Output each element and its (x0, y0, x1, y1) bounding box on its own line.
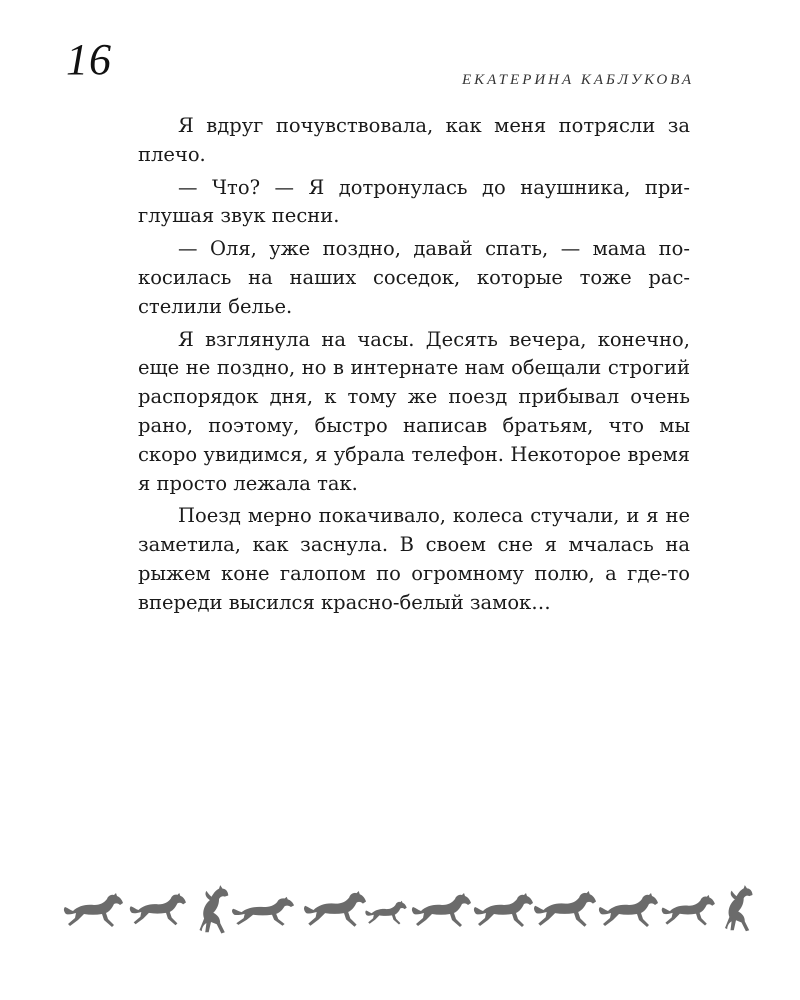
horse-silhouette-icon (412, 893, 471, 927)
paragraph: — Оля, уже поздно, давай спать, — мама покосилась на наших соседок, которые тоже расстелили белье. (138, 237, 690, 318)
horse-silhouette-icon (304, 891, 366, 927)
paragraph: Я взглянула на часы. Десять вечера, конечно, еще не поздно, но в интернате нам обещали строгий распорядок дня, к тому же поезд прибывал очень рано, поэтому, быстро написав братьям, что мы скоро увидимся, я убрала телефон. Некоторое время я просто лежала так. (138, 327, 690, 495)
horse-silhouette-icon (232, 897, 294, 926)
horse-silhouette-icon (474, 893, 533, 927)
body-text (138, 112, 690, 622)
page-number: 16 (66, 35, 112, 84)
paragraph: Я вдруг почувствовала, как меня потрясли за плечо. (138, 114, 690, 166)
paragraph: Поезд мерно покачивало, колеса стучали, и я не заметила, как заснула. В своем сне я мчалась на рыжем коне галопом по огромному полю, а где-то впереди высился красно-белый замок… (138, 504, 690, 614)
horse-silhouette-icon (130, 893, 186, 925)
running-head-author: ЕКАТЕРИНА КАБЛУКОВА (461, 72, 694, 88)
horse-silhouette-icon (662, 895, 715, 926)
horse-silhouette-icon (599, 893, 658, 927)
horse-silhouette-icon (725, 885, 753, 931)
horse-silhouette-icon (64, 893, 123, 927)
horse-silhouette-icon (365, 901, 406, 925)
horse-silhouette-icon (534, 891, 596, 927)
horse-silhouette-icon (200, 885, 229, 933)
paragraph: — Что? — Я дотронулась до наушника, приглушая звук песни. (138, 175, 690, 228)
horse-decoration-strip (62, 880, 762, 940)
